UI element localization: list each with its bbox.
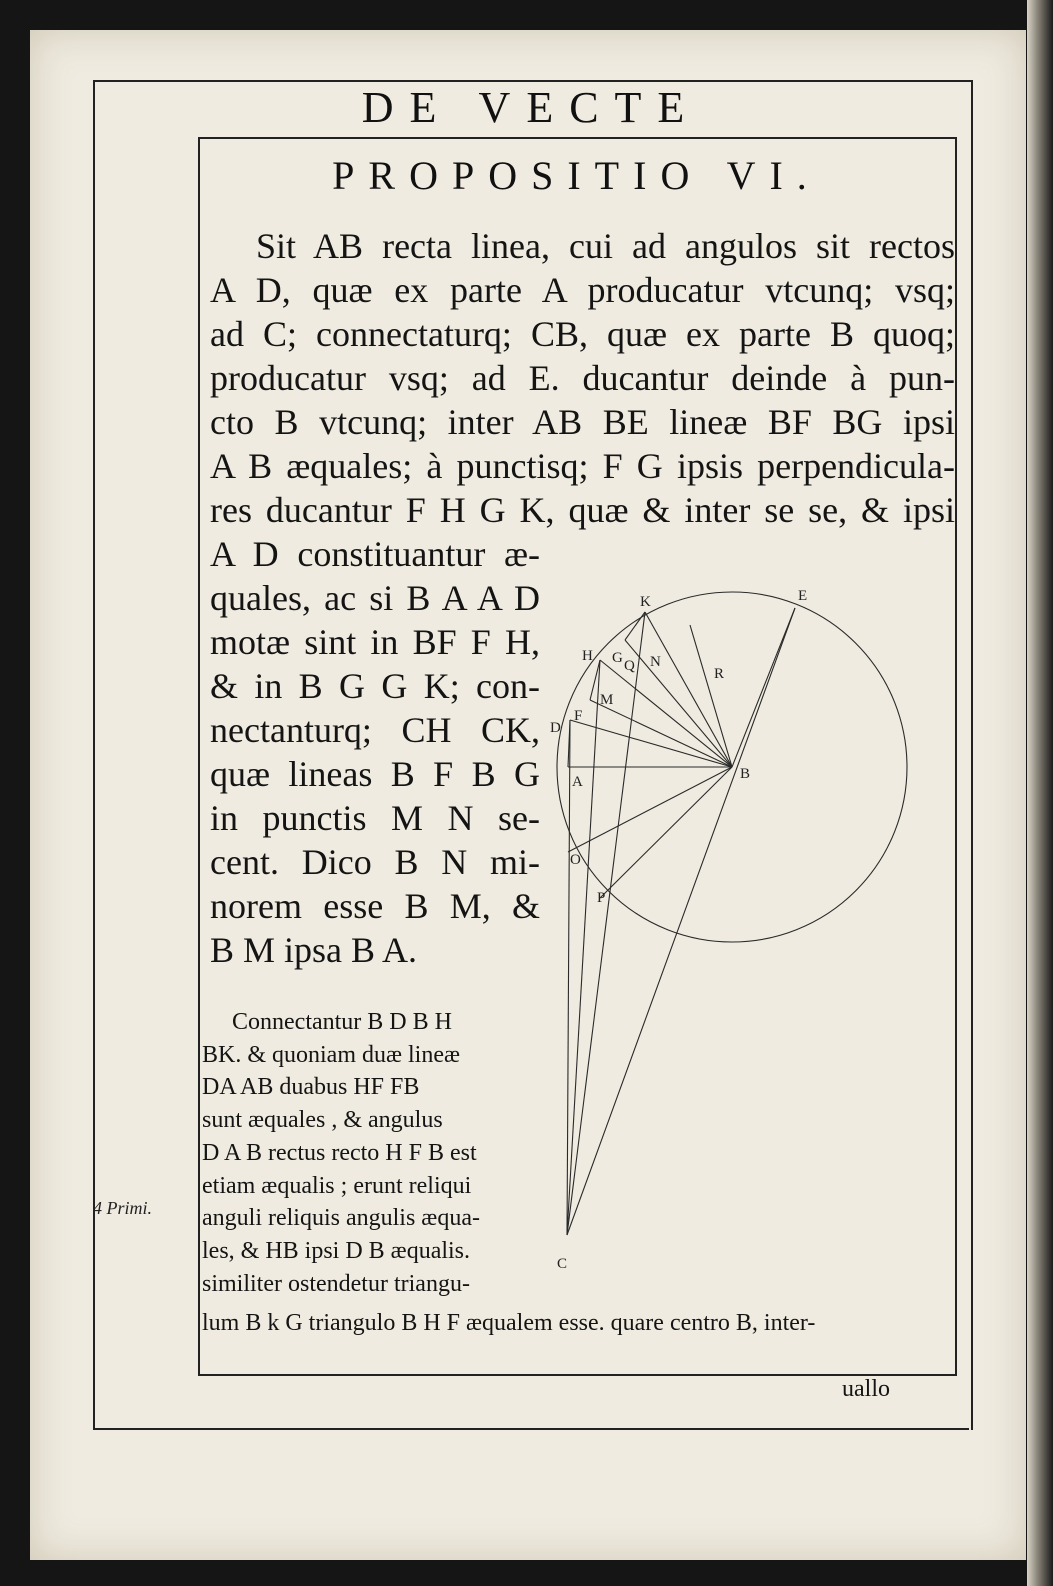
text-line: A B æquales; à punctisq; F G ipsis perpendicula- [210, 446, 955, 486]
line-BE [732, 608, 795, 767]
label-D: D [550, 720, 561, 736]
text-line-full-width: lum B k G triangulo B H F æqualem esse. quare centro B, inter- [202, 1310, 816, 1336]
text-line: res ducantur F H G K, quæ & inter se se, & ipsi [210, 490, 955, 530]
label-H: H [582, 648, 593, 664]
label-C: C [557, 1256, 568, 1272]
text-line: Connectantur B D B H [232, 1009, 452, 1035]
text-line: ad C; connectaturq; CB, quæ ex parte B quoq; [210, 314, 955, 354]
label-N: N [650, 654, 661, 670]
text-line: similiter ostendetur triangu- [202, 1270, 470, 1297]
label-F: F [574, 708, 583, 724]
catchword: uallo [842, 1376, 890, 1402]
text-line: B M ipsa B A. [210, 930, 418, 970]
text-line: D A B rectus recto H F B est [202, 1139, 477, 1166]
text-line: sunt æquales , & angulus [202, 1107, 443, 1134]
text-line: quæ lineas B F B G [210, 754, 540, 794]
label-B: B [740, 766, 751, 782]
text-line: Sit AB recta linea, cui ad angulos sit rectos [256, 226, 955, 266]
label-O: O [570, 852, 581, 868]
label-E: E [798, 588, 808, 604]
text-line: etiam æqualis ; erunt reliqui [202, 1172, 472, 1199]
text-line: A D constituantur æ- [210, 534, 540, 574]
label-Q: Q [624, 658, 635, 674]
line-CD [567, 720, 570, 1235]
line-CH [567, 660, 600, 1235]
text-line: BK. & quoniam duæ lineæ [202, 1041, 460, 1068]
text-line: anguli reliquis angulis æqua- [202, 1205, 480, 1232]
facing-page-edge [1027, 0, 1053, 1586]
label-A: A [572, 774, 583, 790]
proposition-title: PROPOSITIO VI. [332, 153, 821, 198]
label-M: M [600, 692, 614, 708]
margin-reference: 4 Primi. [93, 1198, 153, 1218]
text-line: norem esse B M, & [210, 886, 540, 926]
label-R: R [714, 666, 725, 682]
line-BR [690, 625, 732, 767]
label-P: P [597, 890, 606, 906]
text-line: & in B G G K; con- [210, 666, 540, 706]
line-BK [645, 612, 732, 767]
geometric-figure [540, 580, 940, 1280]
text-line: quales, ac si B A A D [210, 578, 540, 618]
text-line: nectanturq; CH CK, [210, 710, 540, 750]
demonstration-text [202, 1006, 542, 1300]
text-line: les, & HB ipsi D B æqualis. [202, 1237, 471, 1264]
running-head: DE VECTE [361, 83, 701, 132]
bottom-rule [93, 1428, 969, 1430]
line-BP [600, 767, 732, 898]
text-line: DA AB duabus HF FB [202, 1074, 420, 1101]
label-G: G [612, 650, 623, 666]
text-line: in punctis M N se- [210, 798, 540, 838]
text-line: producatur vsq; ad E. ducantur deinde à pun- [210, 358, 955, 398]
label-K: K [640, 594, 651, 610]
text-line: cto B vtcunq; inter AB BE lineæ BF BG ipsi [210, 402, 955, 442]
line-BG [625, 640, 732, 767]
text-line: motæ sint in BF F H, [210, 622, 540, 662]
text-line: cent. Dico B N mi- [210, 842, 540, 882]
text-line: A D, quæ ex parte A producatur vtcunq; vsq; [210, 270, 955, 310]
